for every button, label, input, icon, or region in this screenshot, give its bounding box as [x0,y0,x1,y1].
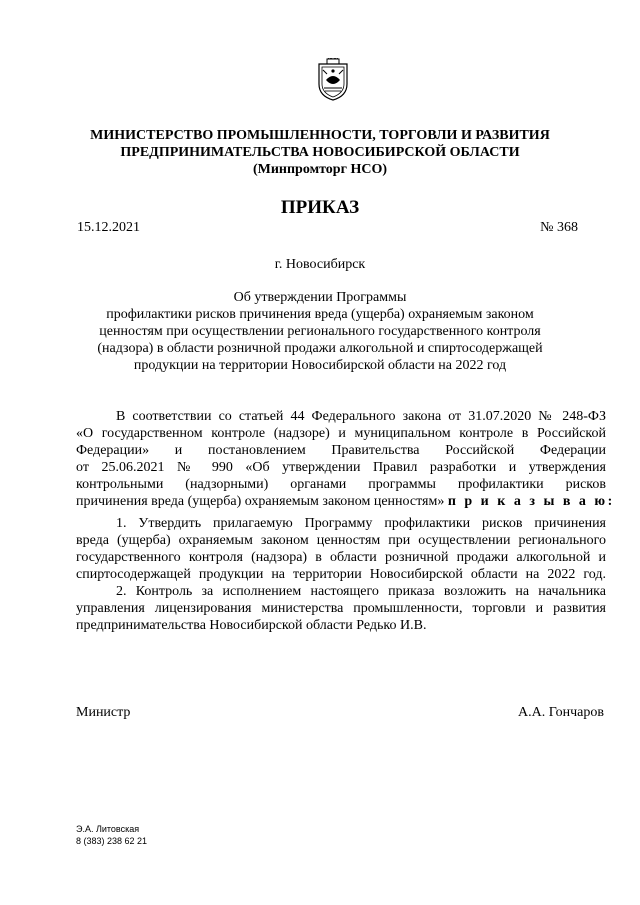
signer-name: А.А. Гончаров [518,705,604,720]
ministry-name-line1: МИНИСТЕРСТВО ПРОМЫШЛЕННОСТИ, ТОРГОВЛИ И РАЗВИТИЯ [90,128,550,143]
subject-line: ценностям при осуществлении регионального государственного контроля [99,324,541,339]
paragraph-line: «О государственном контроле (надзоре) и муниципальном контроле в Российской [76,426,606,441]
subject-line: продукции на территории Новосибирской области на 2022 год [133,358,507,373]
ministry-short-name: (Минпромторг НСО) [252,162,388,177]
paragraph-line: спиртосодержащей продукции на территории Новосибирской области на 2022 год. [76,567,606,582]
coat-of-arms-icon [315,58,351,102]
paragraph-line: государственного контроля (надзора) в области розничной продажи алкогольной и [76,550,606,565]
subject-line: (надзора) в области розничной продажи алкогольной и спиртосодержащей [97,341,543,356]
executor-phone: 8 (383) 238 62 21 [76,836,148,846]
paragraph-preamble [76,408,615,510]
executor-name: Э.А. Литовская [76,824,140,834]
order-city: г. Новосибирск [274,257,366,272]
paragraph-line-with-decree [76,493,615,510]
paragraph-item-2 [76,583,606,634]
paragraph-line: В соответствии со статьей 44 Федерального закона от 31.07.2020 № 248-ФЗ [116,409,606,424]
order-number: № 368 [540,220,578,235]
paragraph-line: вреда (ущерба) охраняемым законом ценностям при осуществлении регионального [76,533,606,548]
paragraph-line: 2. Контроль за исполнением настоящего приказа возложить на начальника [116,584,606,599]
paragraph-item-1 [76,515,606,583]
paragraph-line: управления лицензирования министерства промышленности, торговли и развития [76,601,606,616]
paragraph-line: 1. Утвердить прилагаемую Программу профилактики рисков причинения [116,516,606,531]
decree-word: п р и к а з ы в а ю: [447,494,615,509]
paragraph-line: контрольными (надзорными) органами программы профилактики рисков [76,477,606,492]
order-subject [80,289,560,374]
paragraph-line-text: причинения вреда (ущерба) охраняемым законом ценностям» [76,494,445,509]
signer-position: Министр [76,705,131,720]
paragraph-line: от 25.06.2021 № 990 «Об утверждении Правил разработки и утверждения [76,460,606,475]
paragraph-line: предпринимательства Новосибирской области Редько И.В. [76,618,427,633]
ministry-name-line2: ПРЕДПРИНИМАТЕЛЬСТВА НОВОСИБИРСКОЙ ОБЛАСТИ [120,145,520,160]
order-title: ПРИКАЗ [280,197,360,218]
subject-line: профилактики рисков причинения вреда (ущерба) охраняемым законом [106,307,534,322]
paragraph-line: Федерации» и постановлением Правительства Российской Федерации [76,443,606,458]
order-date: 15.12.2021 [77,220,140,235]
subject-line: Об утверждении Программы [233,290,407,305]
